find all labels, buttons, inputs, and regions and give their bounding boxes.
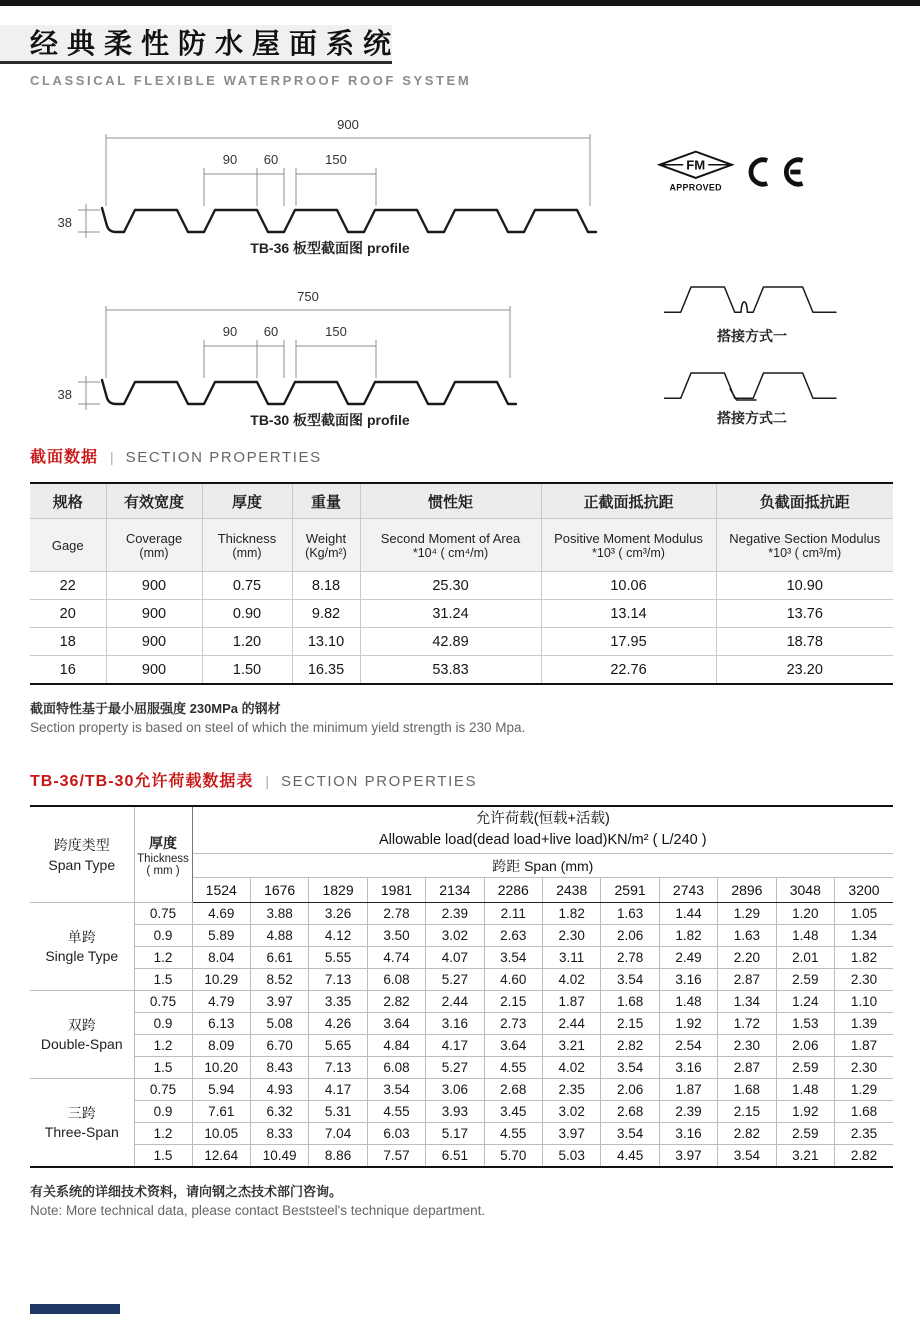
load-value-cell: 2.15 [601,1013,659,1035]
footer-note-en: Note: More technical data, please contact Beststeel's technique department. [30,1203,486,1218]
table2-data-row [30,947,893,969]
table1-data-cell: 900 [106,628,202,656]
table1-header-en-cell: Coverage (mm) [106,519,202,572]
section-properties-block [30,444,893,735]
load-value-cell: 3.35 [309,991,367,1013]
table1-data-cell: 900 [106,656,202,685]
load-value-cell: 1.48 [659,991,717,1013]
load-value-cell: 8.09 [192,1035,250,1057]
load-value-cell: 2.82 [601,1035,659,1057]
load-value-cell: 8.33 [250,1123,308,1145]
load-value-cell: 4.74 [367,947,425,969]
table1-data-cell: 17.95 [541,628,716,656]
load-value-cell: 4.55 [484,1123,542,1145]
table1-note-en: Section property is based on steel of which the minimum yield strength is 230 Mpa. [30,720,526,735]
load-value-cell: 3.93 [426,1101,484,1123]
tb36-profile-svg [40,112,620,244]
load-value-cell: 2.59 [776,969,834,991]
load-value-cell: 10.49 [250,1145,308,1168]
load-value-cell: 5.03 [542,1145,600,1168]
dim-label-height: 38 [57,215,72,230]
table1-data-cell: 900 [106,600,202,628]
table1-body [30,572,893,685]
load-value-cell: 2.11 [484,903,542,925]
load-value-cell: 3.02 [426,925,484,947]
table1-header-en-cell: Thickness (mm) [202,519,292,572]
fm-approved-icon [653,147,745,197]
load-value-cell: 5.65 [309,1035,367,1057]
span-value-header-cell: 2591 [601,878,659,903]
table1-data-cell: 23.20 [716,656,893,685]
load-value-cell: 2.59 [776,1123,834,1145]
section1-heading-en: SECTION PROPERTIES [125,449,322,466]
table1-data-cell: 18 [30,628,106,656]
load-value-cell: 1.29 [718,903,776,925]
load-value-cell: 6.08 [367,1057,425,1079]
load-value-cell: 3.16 [659,1057,717,1079]
thickness-cell: 0.75 [134,1079,192,1101]
dim-label-total: 750 [297,289,319,304]
table1-data-cell: 10.90 [716,572,893,600]
load-value-cell: 1.63 [718,925,776,947]
load-value-cell: 6.08 [367,969,425,991]
load-value-cell: 8.52 [250,969,308,991]
load-value-cell: 2.39 [426,903,484,925]
load-value-cell: 1.24 [776,991,834,1013]
table1-header-en-cell: Negative Section Modulus *10³ ( cm³/m) [716,519,893,572]
load-value-cell: 4.45 [601,1145,659,1168]
load-value-cell: 5.70 [484,1145,542,1168]
load-value-cell: 3.97 [659,1145,717,1168]
load-value-cell: 6.61 [250,947,308,969]
load-value-cell: 1.68 [718,1079,776,1101]
thickness-cell: 1.2 [134,1035,192,1057]
dim-label-total: 900 [337,117,359,132]
allowable-load-block [30,768,893,1168]
lap2-profile-path [665,373,836,398]
page-title: 经典柔性防水屋面系统 [30,28,401,59]
table1-data-cell: 18.78 [716,628,893,656]
load-value-cell: 2.06 [776,1035,834,1057]
load-value-cell: 4.88 [250,925,308,947]
load-value-cell: 3.16 [659,969,717,991]
table1-data-cell: 10.06 [541,572,716,600]
lap-method2-caption: 搭接方式二 [717,410,787,426]
table1-data-cell: 22.76 [541,656,716,685]
table1-data-cell: 13.10 [292,628,360,656]
load-value-cell: 1.44 [659,903,717,925]
load-value-cell: 4.02 [542,1057,600,1079]
load-value-cell: 4.12 [309,925,367,947]
table1-data-cell: 9.82 [292,600,360,628]
footer-note [30,1168,485,1218]
fm-subtext: APPROVED [669,182,722,193]
load-value-cell: 3.54 [601,1123,659,1145]
load-value-cell: 1.39 [835,1013,893,1035]
table2-data-row [30,1079,893,1101]
load-value-cell: 1.92 [659,1013,717,1035]
table2-data-row [30,969,893,991]
load-value-cell: 2.44 [426,991,484,1013]
load-value-cell: 7.61 [192,1101,250,1123]
table1-header-row-en [30,519,893,572]
thickness-cell: 0.9 [134,925,192,947]
table1-data-cell: 25.30 [360,572,541,600]
load-value-cell: 1.87 [659,1079,717,1101]
load-value-cell: 1.87 [542,991,600,1013]
table1-header-cn-cell: 有效宽度 [106,483,202,519]
table2-data-row [30,1145,893,1168]
load-value-cell: 1.53 [776,1013,834,1035]
section1-heading-cn: 截面数据 [30,449,99,466]
load-value-cell: 1.29 [835,1079,893,1101]
table1-header-cn-cell: 负截面抵抗距 [716,483,893,519]
span-type-row-label: 双跨 Double-Span [30,991,134,1079]
section2-heading [30,768,893,791]
table1-header-cn-cell: 重量 [292,483,360,519]
load-value-cell: 2.01 [776,947,834,969]
thickness-cell: 1.2 [134,1123,192,1145]
load-value-cell: 2.35 [542,1079,600,1101]
sheet-profile-path [102,380,516,404]
dim-label-b: 60 [263,324,279,339]
load-value-cell: 5.17 [426,1123,484,1145]
table1-header-cn-cell: 规格 [30,483,106,519]
load-value-cell: 3.64 [367,1013,425,1035]
load-value-cell: 2.39 [659,1101,717,1123]
span-value-header-cell: 1676 [250,878,308,903]
load-value-cell: 4.55 [367,1101,425,1123]
load-value-cell: 3.88 [250,903,308,925]
dim-label-c: 150 [325,324,347,339]
load-value-cell: 2.68 [484,1079,542,1101]
dim-label-height: 38 [57,387,72,402]
table1-header-cn-cell: 厚度 [202,483,292,519]
load-value-cell: 1.82 [542,903,600,925]
load-value-cell: 4.07 [426,947,484,969]
dim-label-a: 90 [222,152,238,167]
section2-heading-en: SECTION PROPERTIES [281,773,478,790]
heading-separator: | [265,773,269,789]
span-value-header-cell: 2286 [484,878,542,903]
table1-data-cell: 53.83 [360,656,541,685]
load-value-cell: 1.72 [718,1013,776,1035]
load-value-cell: 7.57 [367,1145,425,1168]
span-value-header-cell: 2896 [718,878,776,903]
section1-heading [30,444,893,467]
load-value-cell: 2.49 [659,947,717,969]
load-value-cell: 5.55 [309,947,367,969]
load-value-cell: 5.89 [192,925,250,947]
table1-header-en-cell: Positive Moment Modulus *10³ ( cm³/m) [541,519,716,572]
load-value-cell: 3.54 [601,969,659,991]
load-value-cell: 3.02 [542,1101,600,1123]
load-value-cell: 1.34 [835,925,893,947]
span-value-header-cell: 2438 [542,878,600,903]
thickness-cell: 1.5 [134,1057,192,1079]
span-type-row-label: 单跨 Single Type [30,903,134,991]
load-value-cell: 2.30 [835,969,893,991]
lap-method1-caption: 搭接方式一 [717,328,787,344]
table2-data-row [30,1123,893,1145]
table1-data-cell: 42.89 [360,628,541,656]
load-value-cell: 3.50 [367,925,425,947]
thickness-cell: 0.9 [134,1101,192,1123]
section-properties-table [30,482,893,685]
load-value-cell: 2.44 [542,1013,600,1035]
load-value-cell: 7.13 [309,1057,367,1079]
load-value-cell: 2.15 [718,1101,776,1123]
load-value-cell: 6.32 [250,1101,308,1123]
top-black-bar [0,0,920,6]
load-value-cell: 4.17 [309,1079,367,1101]
load-value-cell: 4.26 [309,1013,367,1035]
table2-header-row1 [30,806,893,854]
table2-data-row [30,1101,893,1123]
load-value-cell: 1.63 [601,903,659,925]
span-value-header-cell: 3200 [835,878,893,903]
table2-data-row [30,991,893,1013]
load-value-cell: 3.54 [718,1145,776,1168]
tb36-caption: TB-36 板型截面图 profile [250,240,410,256]
span-type-header-cell: 跨度类型 Span Type [30,806,134,903]
load-value-cell: 2.78 [601,947,659,969]
load-value-cell: 2.82 [718,1123,776,1145]
load-value-cell: 3.11 [542,947,600,969]
footer-note-cn: 有关系统的详细技术资料，请向钢之杰技术部门咨询。 [30,1184,343,1199]
table1-data-cell: 8.18 [292,572,360,600]
load-value-cell: 2.82 [835,1145,893,1168]
load-value-cell: 4.55 [484,1057,542,1079]
thickness-cell: 1.5 [134,1145,192,1168]
table1-data-cell: 31.24 [360,600,541,628]
load-value-cell: 10.05 [192,1123,250,1145]
span-value-header-cell: 2743 [659,878,717,903]
load-value-cell: 3.21 [776,1145,834,1168]
load-value-cell: 5.94 [192,1079,250,1101]
table1-data-row [30,600,893,628]
dim-label-b: 60 [263,152,279,167]
table2-data-row [30,1057,893,1079]
load-value-cell: 5.08 [250,1013,308,1035]
allowable-load-header-cell: 允许荷载(恒载+活载) Allowable load(dead load+live load)KN/m² ( L/240 ) [192,806,893,854]
table1-data-row [30,628,893,656]
load-value-cell: 2.30 [835,1057,893,1079]
table1-data-cell: 16 [30,656,106,685]
load-value-cell: 2.82 [367,991,425,1013]
table1-data-cell: 16.35 [292,656,360,685]
load-value-cell: 3.54 [484,947,542,969]
load-value-cell: 1.34 [718,991,776,1013]
load-value-cell: 2.06 [601,925,659,947]
load-value-cell: 1.82 [659,925,717,947]
load-value-cell: 3.54 [601,1057,659,1079]
section2-heading-cn: TB-36/TB-30允许荷载数据表 [30,773,254,790]
thickness-cell: 0.75 [134,991,192,1013]
table1-data-cell: 1.20 [202,628,292,656]
load-value-cell: 4.60 [484,969,542,991]
dim-label-c: 150 [325,152,347,167]
load-value-cell: 1.82 [835,947,893,969]
thickness-cell: 1.2 [134,947,192,969]
load-value-cell: 2.35 [835,1123,893,1145]
ce-mark-icon [740,155,808,189]
load-value-cell: 10.20 [192,1057,250,1079]
load-value-cell: 1.87 [835,1035,893,1057]
tb30-profile-svg [40,284,620,416]
sheet-profile-path [102,208,596,232]
load-value-cell: 4.69 [192,903,250,925]
load-value-cell: 3.45 [484,1101,542,1123]
load-value-cell: 1.92 [776,1101,834,1123]
load-value-cell: 2.30 [542,925,600,947]
dim-label-a: 90 [222,324,238,339]
allowable-load-table [30,805,893,1168]
load-value-cell: 1.10 [835,991,893,1013]
load-value-cell: 6.13 [192,1013,250,1035]
table2-body [30,903,893,1168]
load-value-cell: 3.97 [542,1123,600,1145]
span-value-header-cell: 2134 [426,878,484,903]
table1-data-cell: 1.50 [202,656,292,685]
load-value-cell: 5.27 [426,969,484,991]
load-value-cell: 2.30 [718,1035,776,1057]
load-value-cell: 3.16 [426,1013,484,1035]
table1-header-cn-cell: 惯性矩 [360,483,541,519]
load-value-cell: 12.64 [192,1145,250,1168]
load-value-cell: 1.68 [601,991,659,1013]
load-value-cell: 3.16 [659,1123,717,1145]
load-value-cell: 2.73 [484,1013,542,1035]
load-value-cell: 2.15 [484,991,542,1013]
table1-data-row [30,656,893,685]
load-value-cell: 3.21 [542,1035,600,1057]
tb36-profile-diagram [40,112,620,244]
table2-data-row [30,1035,893,1057]
header-band [0,25,401,64]
load-value-cell: 7.04 [309,1123,367,1145]
span-title-header-cell: 跨距 Span (mm) [192,854,893,878]
table1-header-en-cell: Gage [30,519,106,572]
table2-data-row [30,925,893,947]
load-value-cell: 4.79 [192,991,250,1013]
load-value-cell: 3.64 [484,1035,542,1057]
thickness-cell: 0.9 [134,1013,192,1035]
lap-method1-diagram [602,272,902,318]
table1-data-cell: 20 [30,600,106,628]
load-value-cell: 5.27 [426,1057,484,1079]
load-value-cell: 2.54 [659,1035,717,1057]
table1-data-cell: 22 [30,572,106,600]
load-value-cell: 7.13 [309,969,367,991]
load-value-cell: 1.05 [835,903,893,925]
load-value-cell: 2.63 [484,925,542,947]
load-value-cell: 2.59 [776,1057,834,1079]
span-value-header-cell: 1524 [192,878,250,903]
bottom-accent-bar [30,1304,120,1314]
page-subtitle: CLASSICAL FLEXIBLE WATERPROOF ROOF SYSTEM [30,73,472,88]
span-value-header-cell: 1829 [309,878,367,903]
span-type-row-label: 三跨 Three-Span [30,1079,134,1168]
table1-data-row [30,572,893,600]
table1-data-cell: 13.76 [716,600,893,628]
table1-note-cn: 截面特性基于最小屈服强度 230MPa 的钢材 [30,701,281,716]
load-value-cell: 4.93 [250,1079,308,1101]
tb30-profile-diagram [40,284,620,416]
fm-text: FM [686,157,706,173]
table2-data-row [30,1013,893,1035]
load-value-cell: 8.43 [250,1057,308,1079]
load-value-cell: 6.70 [250,1035,308,1057]
load-value-cell: 1.48 [776,925,834,947]
load-value-cell: 10.29 [192,969,250,991]
load-value-cell: 3.06 [426,1079,484,1101]
load-value-cell: 6.03 [367,1123,425,1145]
load-value-cell: 3.54 [367,1079,425,1101]
load-value-cell: 4.84 [367,1035,425,1057]
lap-method2-diagram [602,358,902,404]
load-value-cell: 3.97 [250,991,308,1013]
load-value-cell: 1.68 [835,1101,893,1123]
load-value-cell: 1.20 [776,903,834,925]
tb30-caption: TB-30 板型截面图 profile [250,412,410,428]
load-value-cell: 2.78 [367,903,425,925]
table1-data-cell: 0.75 [202,572,292,600]
thickness-cell: 1.5 [134,969,192,991]
load-value-cell: 8.04 [192,947,250,969]
load-value-cell: 4.17 [426,1035,484,1057]
load-value-cell: 2.87 [718,1057,776,1079]
load-value-cell: 4.02 [542,969,600,991]
load-value-cell: 2.06 [601,1079,659,1101]
table1-data-cell: 13.14 [541,600,716,628]
span-value-header-cell: 3048 [776,878,834,903]
table1-header-cn-cell: 正截面抵抗距 [541,483,716,519]
table2-data-row [30,903,893,925]
thickness-cell: 0.75 [134,903,192,925]
load-value-cell: 8.86 [309,1145,367,1168]
span-value-header-cell: 1981 [367,878,425,903]
lap1-profile-path [665,287,836,312]
table1-header-row-cn [30,483,893,519]
load-value-cell: 2.20 [718,947,776,969]
table1-data-cell: 0.90 [202,600,292,628]
load-value-cell: 1.48 [776,1079,834,1101]
load-value-cell: 2.87 [718,969,776,991]
load-value-cell: 3.26 [309,903,367,925]
load-value-cell: 6.51 [426,1145,484,1168]
table1-data-cell: 900 [106,572,202,600]
table1-header-en-cell: Weight (Kg/m²) [292,519,360,572]
load-value-cell: 2.68 [601,1101,659,1123]
table1-header-en-cell: Second Moment of Area *10⁴ ( cm⁴/m) [360,519,541,572]
thickness-header-cell: 厚度 Thickness ( mm ) [134,806,192,903]
load-value-cell: 5.31 [309,1101,367,1123]
heading-separator: | [110,449,114,465]
